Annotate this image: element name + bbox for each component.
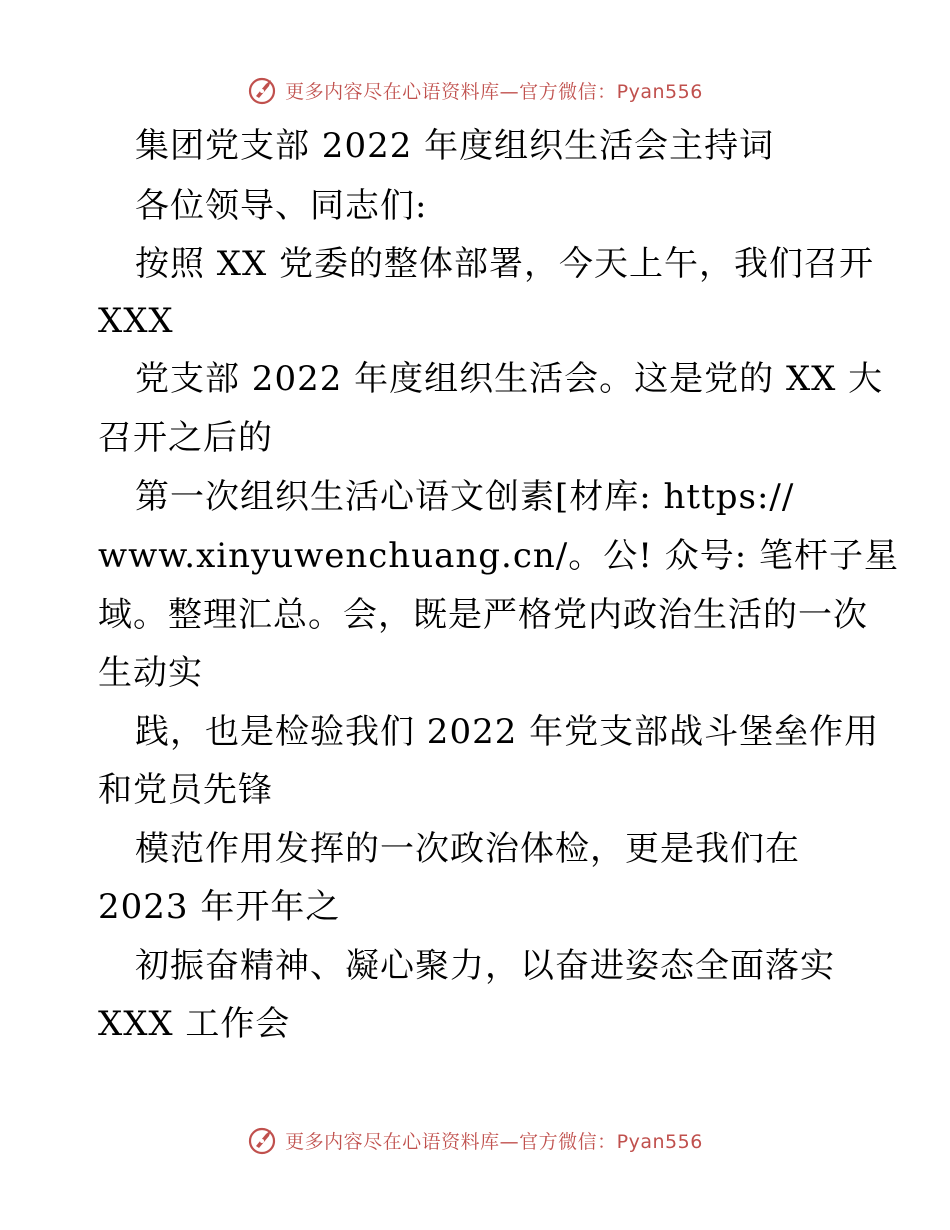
text-line: 域。整理汇总。会，既是严格党内政治生活的一次 bbox=[98, 595, 868, 635]
text-line: XXX bbox=[98, 301, 174, 341]
document-title: 集团党支部 2022 年度组织生活会主持词 bbox=[135, 126, 775, 166]
watermark-text: 更多内容尽在心语资料库—官方微信：Pyan556 bbox=[285, 1130, 703, 1153]
text-line: 召开之后的 bbox=[98, 418, 273, 458]
text-line: 初振奋精神、凝心聚力，以奋进姿态全面落实 bbox=[135, 946, 835, 986]
text-line: 2023 年开年之 bbox=[98, 887, 341, 927]
salutation: 各位领导、同志们: bbox=[135, 186, 428, 226]
text-line: 模范作用发挥的一次政治体检，更是我们在 bbox=[135, 829, 800, 869]
text-line: 生动实 bbox=[98, 653, 203, 693]
text-line: 第一次组织生活心语文创素[材库: https:// bbox=[135, 477, 795, 517]
text-line: XXX 工作会 bbox=[98, 1004, 291, 1044]
header-watermark bbox=[0, 70, 950, 110]
text-line: www.xinyuwenchuang.cn/。公! 众号: 笔杆子星 bbox=[98, 536, 899, 576]
text-line: 和党员先锋 bbox=[98, 770, 273, 810]
footer-watermark bbox=[0, 1120, 950, 1160]
pen-nib-circle-icon bbox=[247, 74, 279, 106]
watermark-text: 更多内容尽在心语资料库—官方微信：Pyan556 bbox=[285, 80, 703, 103]
text-line: 按照 XX 党委的整体部署，今天上午，我们召开 bbox=[135, 244, 875, 284]
text-line: 践，也是检验我们 2022 年党支部战斗堡垒作用 bbox=[135, 712, 880, 752]
pen-nib-circle-icon bbox=[247, 1124, 279, 1156]
text-line: 党支部 2022 年度组织生活会。这是党的 XX 大 bbox=[135, 359, 884, 399]
